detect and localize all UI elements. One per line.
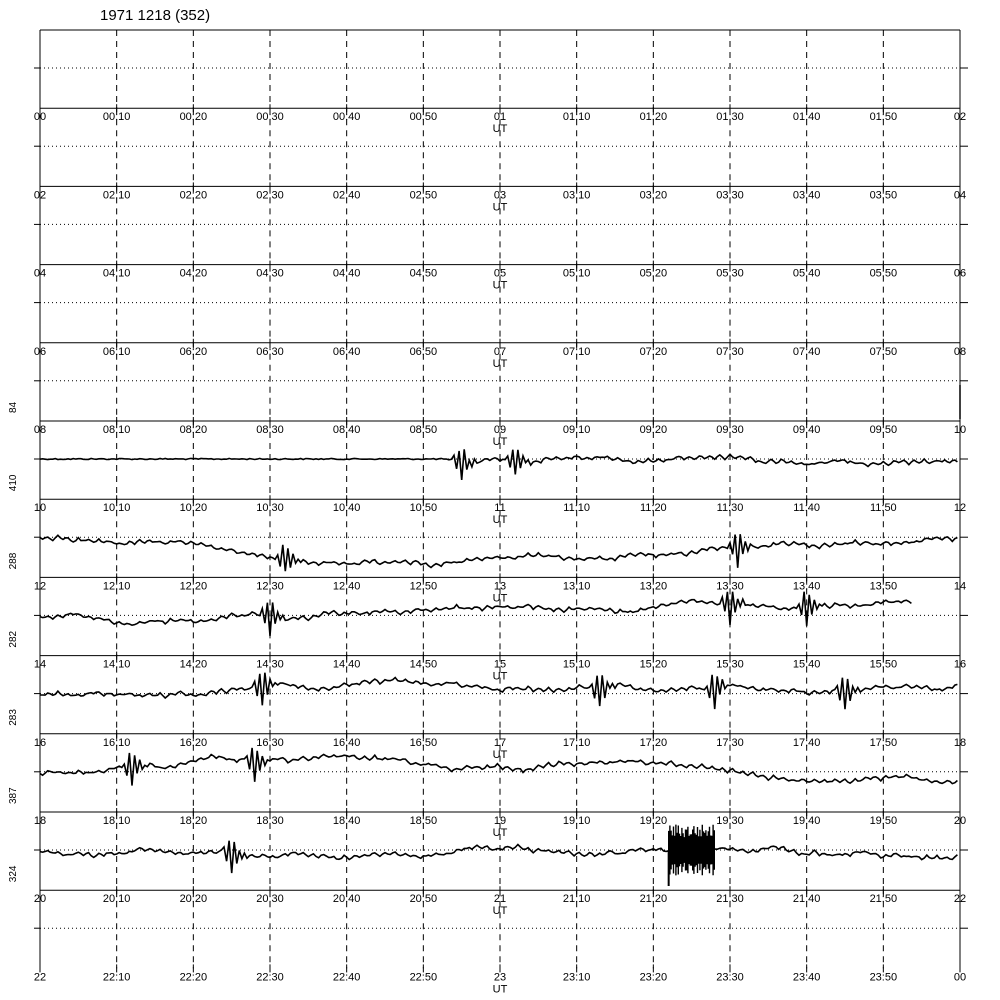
time-label: 07:30 bbox=[716, 345, 744, 358]
time-label: 23 bbox=[493, 971, 507, 984]
time-label: 22:50 bbox=[409, 971, 438, 984]
time-label: 23:10 bbox=[562, 971, 591, 984]
time-label: 13:30 bbox=[716, 580, 744, 593]
scale-label: 84 bbox=[8, 401, 19, 413]
time-label: 05:40 bbox=[792, 267, 821, 280]
time-label: 18:40 bbox=[332, 815, 361, 827]
scale-label: 282 bbox=[8, 630, 19, 648]
time-label: 20 bbox=[953, 815, 967, 827]
ut-label: UT bbox=[492, 983, 508, 996]
time-label: 12:30 bbox=[256, 580, 284, 593]
time-label: 03 bbox=[493, 189, 507, 202]
ut-label: UT bbox=[492, 514, 508, 527]
time-label: 03:40 bbox=[792, 189, 821, 202]
time-label: 19:10 bbox=[562, 815, 591, 827]
time-label: 21:20 bbox=[639, 893, 668, 906]
ut-label: UT bbox=[492, 201, 508, 214]
time-label: 23:40 bbox=[792, 971, 821, 984]
time-label: 07:50 bbox=[869, 345, 898, 358]
time-label: 20:50 bbox=[409, 893, 438, 906]
time-label: 10:20 bbox=[179, 502, 208, 515]
time-label: 16 bbox=[33, 736, 47, 749]
ut-label: UT bbox=[492, 436, 508, 448]
time-label: 17:50 bbox=[869, 736, 898, 749]
time-label: 09:50 bbox=[869, 424, 898, 436]
time-label: 21:30 bbox=[716, 893, 744, 906]
row-00 bbox=[34, 30, 968, 112]
time-label: 23:30 bbox=[716, 971, 744, 984]
time-label: 20:30 bbox=[256, 893, 284, 906]
time-label: 18:10 bbox=[102, 815, 131, 827]
time-label: 06:30 bbox=[256, 345, 284, 358]
time-label: 12:50 bbox=[409, 580, 438, 593]
time-label: 11:50 bbox=[869, 502, 897, 515]
time-label: 02 bbox=[953, 111, 967, 124]
time-label: 06 bbox=[33, 345, 47, 358]
dense-burst bbox=[669, 825, 715, 876]
time-label: 21:50 bbox=[869, 893, 898, 906]
ut-label: UT bbox=[492, 827, 508, 839]
time-label: 20:40 bbox=[332, 893, 361, 906]
time-label: 09:40 bbox=[792, 424, 821, 436]
time-label: 04 bbox=[953, 189, 967, 202]
time-label: 16:50 bbox=[409, 736, 438, 749]
time-label: 20 bbox=[33, 893, 47, 906]
time-label: 00:30 bbox=[256, 111, 284, 124]
time-label: 02:10 bbox=[102, 189, 131, 202]
scale-label: 288 bbox=[8, 552, 19, 570]
ut-label: UT bbox=[492, 123, 508, 136]
time-label: 23:50 bbox=[869, 971, 898, 984]
time-label: 18 bbox=[953, 736, 967, 749]
time-label: 07:40 bbox=[792, 345, 821, 358]
chart-title: 1971 1218 (352) bbox=[100, 7, 211, 24]
seismic-trace bbox=[40, 449, 957, 480]
time-label: 02:20 bbox=[179, 189, 208, 202]
ut-label: UT bbox=[492, 905, 508, 918]
time-label: 16 bbox=[953, 658, 967, 671]
time-label: 17:40 bbox=[792, 736, 821, 749]
time-label: 04:20 bbox=[179, 267, 208, 280]
time-label: 19:50 bbox=[869, 815, 898, 827]
time-label: 13:40 bbox=[792, 580, 821, 593]
ut-label: UT bbox=[492, 279, 508, 292]
time-label: 00:20 bbox=[179, 111, 208, 124]
time-label: 12:40 bbox=[332, 580, 361, 593]
time-label: 13 bbox=[493, 580, 507, 593]
time-label: 06:10 bbox=[102, 345, 131, 358]
time-label: 12:20 bbox=[179, 580, 208, 593]
time-label: 12 bbox=[953, 502, 967, 515]
time-label: 07 bbox=[493, 345, 507, 358]
time-label: 04:50 bbox=[409, 267, 438, 280]
time-label: 20:20 bbox=[179, 893, 208, 906]
time-label: 15:40 bbox=[792, 658, 821, 671]
trace-rows bbox=[8, 30, 968, 995]
time-label: 10:10 bbox=[102, 502, 131, 515]
time-label: 06:20 bbox=[179, 345, 208, 358]
time-label: 09:20 bbox=[639, 424, 668, 436]
ut-label: UT bbox=[492, 357, 508, 370]
time-label: 19:30 bbox=[716, 815, 744, 827]
time-label: 18 bbox=[33, 815, 47, 827]
time-label: 15:30 bbox=[716, 658, 744, 671]
time-label: 11:30 bbox=[716, 502, 744, 515]
time-label: 17:10 bbox=[562, 736, 591, 749]
time-label: 18:30 bbox=[256, 815, 284, 827]
time-label: 21 bbox=[493, 893, 507, 906]
time-label: 03:10 bbox=[562, 189, 591, 202]
time-label: 16:30 bbox=[256, 736, 284, 749]
ut-label: UT bbox=[492, 748, 508, 761]
time-label: 00 bbox=[33, 111, 47, 124]
time-label: 18:50 bbox=[409, 815, 438, 827]
time-label: 08:10 bbox=[102, 424, 131, 436]
time-label: 08:20 bbox=[179, 424, 208, 436]
scale-label: 410 bbox=[8, 474, 19, 492]
time-label: 14:50 bbox=[409, 658, 438, 671]
time-label: 08:40 bbox=[332, 424, 361, 436]
time-label: 14 bbox=[953, 580, 967, 593]
time-label: 22:40 bbox=[332, 971, 361, 984]
time-label: 12:10 bbox=[102, 580, 131, 593]
ut-label: UT bbox=[492, 670, 508, 683]
time-label: 09:10 bbox=[562, 424, 591, 436]
time-label: 15:20 bbox=[639, 658, 668, 671]
time-label: 15:10 bbox=[562, 658, 591, 671]
time-label: 09 bbox=[493, 424, 507, 436]
time-label: 13:50 bbox=[869, 580, 898, 593]
time-label: 23:20 bbox=[639, 971, 668, 984]
time-label: 19:40 bbox=[792, 815, 821, 827]
time-label: 02 bbox=[33, 189, 47, 202]
time-label: 22 bbox=[953, 893, 967, 906]
time-label: 00:50 bbox=[409, 111, 438, 124]
time-label: 04:10 bbox=[102, 267, 131, 280]
time-label: 13:10 bbox=[562, 580, 591, 593]
time-label: 11:10 bbox=[563, 502, 591, 515]
time-label: 22:10 bbox=[102, 971, 131, 984]
time-label: 05:10 bbox=[562, 267, 591, 280]
time-label: 10:30 bbox=[256, 502, 284, 515]
time-label: 21:10 bbox=[562, 893, 591, 906]
time-label: 08 bbox=[33, 424, 47, 436]
time-label: 13:20 bbox=[639, 580, 668, 593]
time-label: 17:20 bbox=[639, 736, 668, 749]
time-label: 15 bbox=[493, 658, 507, 671]
time-label: 07:20 bbox=[639, 345, 668, 358]
time-label: 14:10 bbox=[102, 658, 131, 671]
time-label: 22:20 bbox=[179, 971, 208, 984]
time-label: 11:40 bbox=[793, 502, 821, 515]
time-label: 08 bbox=[953, 345, 967, 358]
time-label: 20:10 bbox=[102, 893, 131, 906]
time-label: 14:40 bbox=[332, 658, 361, 671]
time-label: 08:50 bbox=[409, 424, 438, 436]
time-label: 06:40 bbox=[332, 345, 361, 358]
time-label: 08:30 bbox=[256, 424, 284, 436]
ut-label: UT bbox=[492, 592, 508, 605]
time-label: 16:10 bbox=[102, 736, 131, 749]
time-label: 00:10 bbox=[102, 111, 131, 124]
time-label: 12 bbox=[33, 580, 47, 593]
time-label: 19:20 bbox=[639, 815, 668, 827]
time-label: 02:30 bbox=[256, 189, 284, 202]
time-label: 04:30 bbox=[256, 267, 284, 280]
time-label: 10:50 bbox=[409, 502, 438, 515]
time-label: 10 bbox=[33, 502, 47, 515]
time-label: 01:10 bbox=[562, 111, 591, 124]
time-label: 03:20 bbox=[639, 189, 668, 202]
time-label: 22 bbox=[33, 971, 47, 984]
scale-label: 324 bbox=[8, 865, 19, 883]
time-label: 05:20 bbox=[639, 267, 668, 280]
time-label: 00 bbox=[953, 971, 967, 984]
time-label: 04 bbox=[33, 267, 47, 280]
time-label: 04:40 bbox=[332, 267, 361, 280]
time-label: 03:50 bbox=[869, 189, 898, 202]
time-label: 22:30 bbox=[256, 971, 284, 984]
time-label: 09:30 bbox=[716, 424, 744, 436]
scale-label: 283 bbox=[8, 709, 19, 726]
time-label: 11:20 bbox=[639, 502, 667, 515]
time-label: 16:20 bbox=[179, 736, 208, 749]
time-label: 14:20 bbox=[179, 658, 208, 671]
time-label: 05:30 bbox=[716, 267, 744, 280]
time-label: 06:50 bbox=[409, 345, 438, 358]
time-label: 14 bbox=[33, 658, 47, 671]
time-label: 01:40 bbox=[792, 111, 821, 124]
seismic-trace bbox=[40, 841, 957, 873]
time-label: 17:30 bbox=[716, 736, 744, 749]
time-label: 19 bbox=[493, 815, 507, 827]
time-label: 10 bbox=[953, 424, 967, 436]
time-label: 01:20 bbox=[639, 111, 668, 124]
time-label: 01:50 bbox=[869, 111, 898, 124]
time-label: 00:40 bbox=[332, 111, 361, 124]
time-label: 14:30 bbox=[256, 658, 284, 671]
seismic-trace bbox=[40, 592, 911, 636]
time-label: 01:30 bbox=[716, 111, 744, 124]
time-label: 11 bbox=[494, 502, 506, 515]
time-label: 21:40 bbox=[792, 893, 821, 906]
time-label: 05 bbox=[493, 267, 507, 280]
time-label: 16:40 bbox=[332, 736, 361, 749]
seismic-trace bbox=[40, 534, 957, 571]
time-label: 15:50 bbox=[869, 658, 898, 671]
time-label: 10:40 bbox=[332, 502, 361, 515]
time-label: 01 bbox=[493, 111, 507, 124]
time-label: 05:50 bbox=[869, 267, 898, 280]
time-label: 18:20 bbox=[179, 815, 208, 827]
scale-label: 387 bbox=[8, 787, 19, 804]
time-label: 03:30 bbox=[716, 189, 744, 202]
time-label: 06 bbox=[953, 267, 967, 280]
time-label: 02:50 bbox=[409, 189, 438, 202]
time-label: 02:40 bbox=[332, 189, 361, 202]
time-label: 07:10 bbox=[562, 345, 591, 358]
time-label: 17 bbox=[493, 736, 507, 749]
